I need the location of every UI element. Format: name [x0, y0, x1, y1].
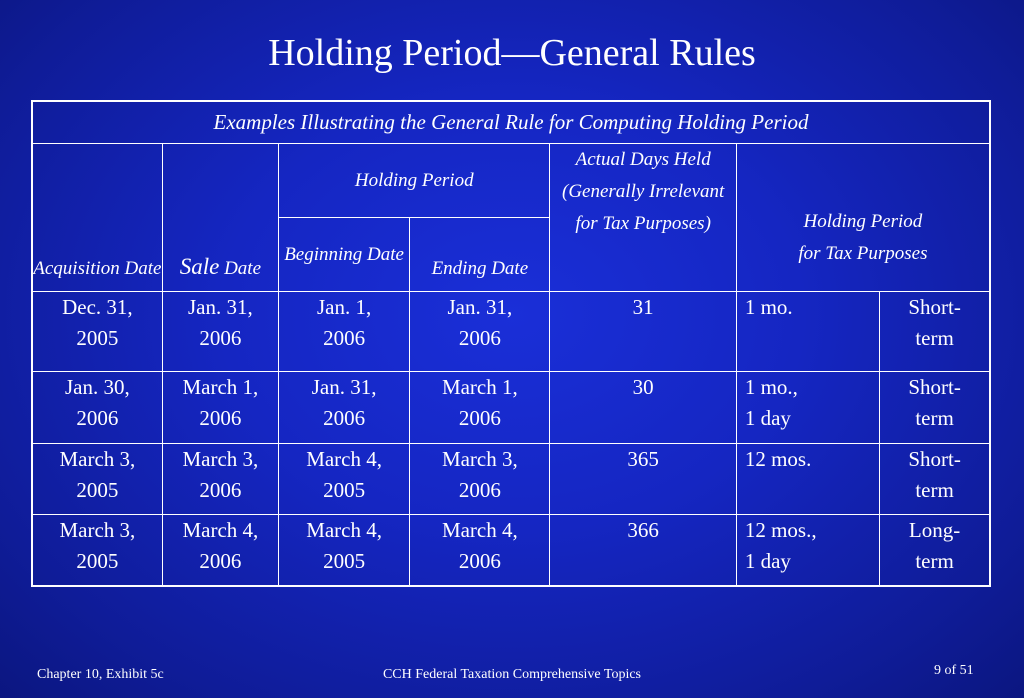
term-cell: Short- term [880, 292, 990, 372]
tax-holding-period-cell: 1 mo. [736, 292, 879, 372]
holding-period-table [31, 100, 991, 587]
header-acquisition-date: Acquisition Date [32, 144, 162, 292]
term-cell: Short- term [880, 444, 990, 515]
table-row [32, 372, 990, 444]
header-sale-word: Sale [179, 254, 220, 279]
beginning-date-cell: March 4, 2005 [278, 515, 409, 586]
tax-holding-period-cell: 12 mos. [736, 444, 879, 515]
table-row [32, 515, 990, 586]
header-actual-days-line1: Actual Days Held [575, 149, 711, 170]
sale-date-cell: March 4, 2006 [162, 515, 278, 586]
table-caption: Examples Illustrating the General Rule for Computing Holding Period [32, 101, 990, 144]
slide-title: Holding Period—General Rules [268, 32, 756, 74]
term-cell: Short- term [880, 372, 990, 444]
actual-days-cell: 366 [550, 515, 736, 586]
footer-chapter-label: Chapter 10, Exhibit 5c [37, 667, 164, 682]
header-actual-days-held [550, 144, 736, 292]
acquisition-date-cell: March 3, 2005 [32, 515, 162, 586]
header-actual-days-line2: (Generally Irrelevant for Tax Purposes) [562, 181, 725, 234]
header-tax-holding-period [736, 144, 990, 292]
term-cell: Long- term [880, 515, 990, 586]
header-sale-date-word: Date [224, 258, 261, 279]
ending-date-cell: Jan. 31, 2006 [410, 292, 550, 372]
ending-date-cell: March 1, 2006 [410, 372, 550, 444]
footer-course-title: CCH Federal Taxation Comprehensive Topics [382, 667, 642, 682]
acquisition-date-cell: March 3, 2005 [32, 444, 162, 515]
tax-holding-period-cell: 12 mos., 1 day [736, 515, 879, 586]
header-holding-period: Holding Period [278, 144, 550, 218]
sale-date-cell: March 1, 2006 [162, 372, 278, 444]
table-row [32, 444, 990, 515]
sale-date-cell: Jan. 31, 2006 [162, 292, 278, 372]
footer-page-number: 9 of 51 [934, 663, 974, 678]
header-tax-holding-line2: for Tax Purposes [798, 242, 928, 264]
actual-days-cell: 30 [550, 372, 736, 444]
acquisition-date-cell: Jan. 30, 2006 [32, 372, 162, 444]
ending-date-cell: March 3, 2006 [410, 444, 550, 515]
sale-date-cell: March 3, 2006 [162, 444, 278, 515]
table-row [32, 292, 990, 372]
tax-holding-period-cell: 1 mo., 1 day [736, 372, 879, 444]
beginning-date-cell: Jan. 31, 2006 [278, 372, 409, 444]
actual-days-cell: 365 [550, 444, 736, 515]
header-ending-date: Ending Date [410, 218, 550, 292]
beginning-date-cell: March 4, 2005 [278, 444, 409, 515]
header-beginning-date: Beginning Date [278, 218, 409, 292]
header-sale-date [162, 144, 278, 292]
actual-days-cell: 31 [550, 292, 736, 372]
acquisition-date-cell: Dec. 31, 2005 [32, 292, 162, 372]
header-tax-holding-line1: Holding Period [803, 210, 923, 232]
ending-date-cell: March 4, 2006 [410, 515, 550, 586]
beginning-date-cell: Jan. 1, 2006 [278, 292, 409, 372]
